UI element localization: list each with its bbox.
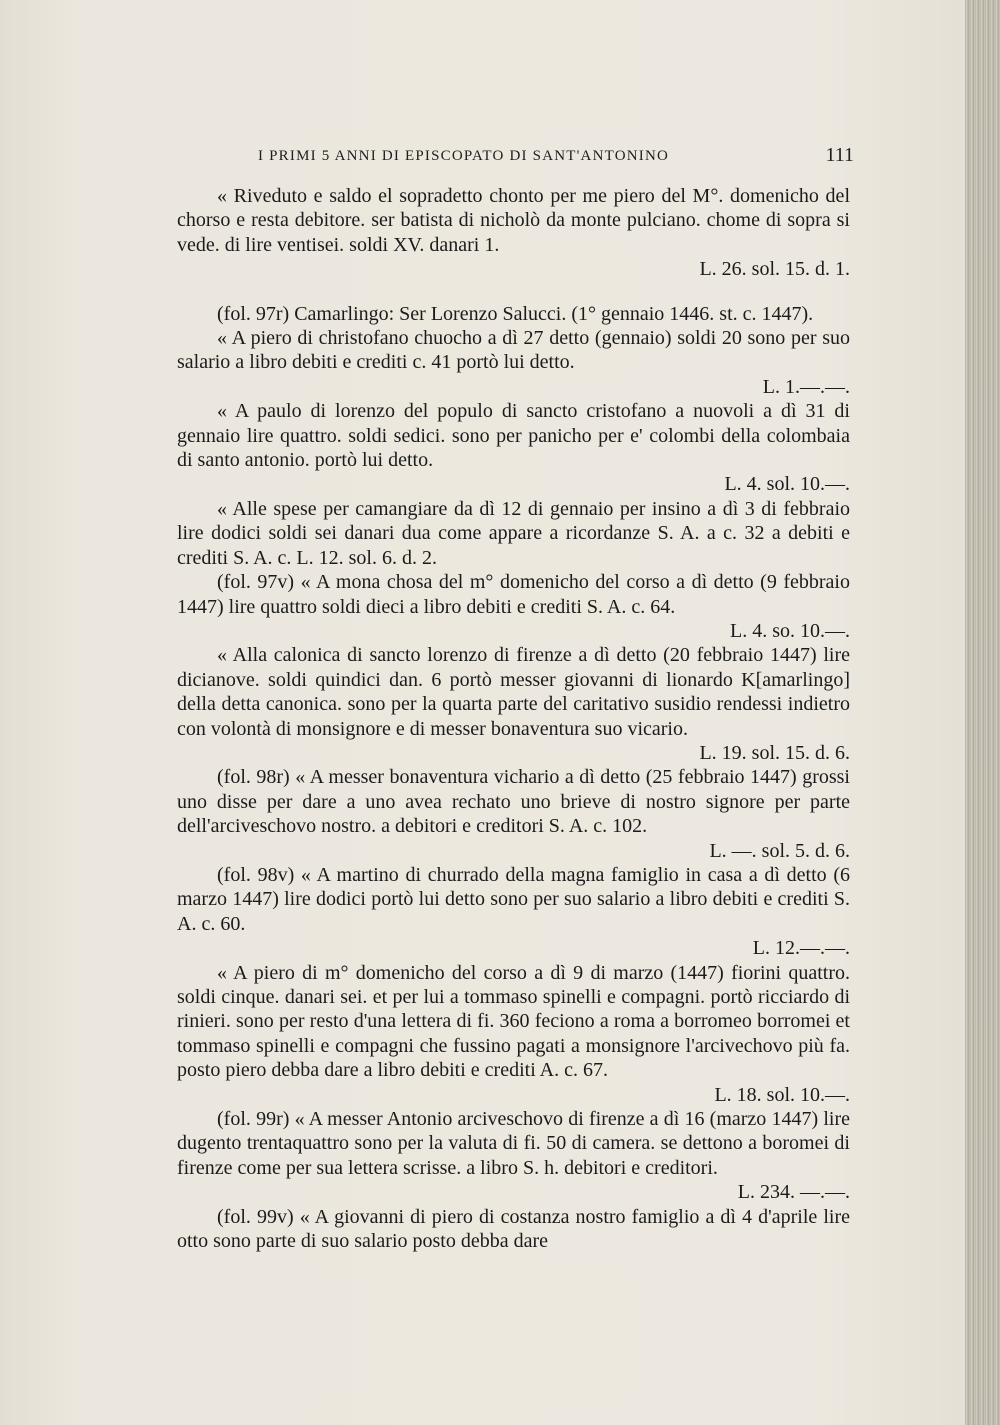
paragraph: [177, 863, 850, 961]
amount: L. 12.—.—.: [752, 937, 850, 960]
paragraph: [177, 765, 850, 863]
paragraph-text: (fol. 99v) « A giovanni di piero di costanza nostro famiglio a dì 4 d'aprile lire otto sono parte di suo salario posto debba dare: [177, 1205, 850, 1253]
paragraph-text: (fol. 98r) « A messer bonaventura vichario a dì detto (25 febbraio 1447) grossi uno disse per dare a uno avea rechato uno brieve di nostro signore per parte dell'arciveschovo nostro. a debitori e creditori S. A. c. 102.: [177, 766, 850, 838]
body-text: [177, 184, 850, 1253]
page-number: 111: [825, 144, 854, 166]
paragraph-text: (fol. 97r) Camarlingo: Ser Lorenzo Salucci. (1° gennaio 1446. st. c. 1447).: [217, 302, 814, 325]
paragraph-text: (fol. 99r) « A messer Antonio arciveschovo di firenze a dì 16 (marzo 1447) lire dugento trentaquattro sono per la valuta di fi. 50 di camera. se dettono a boromei di firenze come per sua lettera scrisse. a libro S. h. debitori e creditori.: [177, 1108, 850, 1179]
paragraph: [177, 570, 850, 643]
page-edges: [965, 0, 1000, 1425]
amount: L. 234. —.—.: [737, 1181, 850, 1204]
paragraph-text: (fol. 98v) « A martino di churrado della magna famiglio in casa a dì detto (6 marzo 1447) lire dodici portò lui detto sono per suo salario a libro debiti e crediti S. A. c. 60.: [177, 863, 850, 935]
amount: L. 4. sol. 10.—.: [724, 473, 850, 496]
amount: L. 19. sol. 15. d. 6.: [699, 741, 850, 764]
amount: L. —. sol. 5. d. 6.: [709, 839, 850, 862]
paragraph: [177, 643, 850, 765]
paragraph-text: « Riveduto e saldo el sopradetto chonto per me piero del M°. domenicho del chorso e resta debitore. ser batista di nicholò da monte pulciano. chome di sopra si vede. di lire ventisei. soldi XV. danari 1.: [177, 185, 850, 256]
paragraph-text: « Alle spese per camangiare da dì 12 di gennaio per insino a dì 3 di febbraio lire dodici soldi sei danari dua come appare a ricordanze S. A. a c. 32 a debiti e crediti S. A. c. L. 12. sol. 6. d. 2.: [177, 497, 850, 569]
header-title: I PRIMI 5 ANNI DI EPISCOPATO DI SANT'ANTONINO: [258, 148, 670, 164]
paragraph-text: « A piero di m° domenicho del corso a dì 9 di marzo (1447) fiorini quattro. soldi cinque. danari sei. et per lui a tommaso spinelli e compagni. portò ricciardo di rinieri. sono per resto d'una lettera di fi. 360 feciono a roma a borromeo borromei et tommaso spinelli e compagni che fussino pagati a monsignore l'arcivechovo più fa. posto piero debba dare a libro debiti e crediti A. c. 67.: [177, 961, 850, 1082]
paragraph-text: « A piero di christofano chuocho a dì 27 detto (gennaio) soldi 20 sono per suo salario a libro debiti e crediti c. 41 portò lui detto.: [177, 327, 850, 374]
paragraph: [177, 184, 850, 282]
paragraph: [177, 399, 850, 497]
paragraph-text: (fol. 97v) « A mona chosa del m° domenicho del corso a dì detto (9 febbraio 1447) lire quattro soldi dieci a libro debiti e crediti S. A. c. 64.: [177, 571, 850, 618]
paragraph-text: « Alla calonica di sancto lorenzo di firenze a dì detto (20 febbraio 1447) lire dicianove. soldi quindici dan. 6 portò messer giovanni di lionardo K[amarlingo] della detta canonica. sono per la quarta parte del caritativo susidio rendessi indietro con volontà di monsignore e di messer bonaventura suo vicario.: [177, 644, 850, 740]
paragraph: [177, 1107, 850, 1205]
paragraph: [177, 326, 850, 399]
running-header: [258, 144, 854, 168]
paragraph: [177, 961, 850, 1107]
amount: L. 4. so. 10.—.: [730, 619, 850, 642]
amount: L. 26. sol. 15. d. 1.: [699, 258, 850, 281]
paragraph-text: « A paulo di lorenzo del populo di sancto cristofano a nuovoli a dì 31 di gennaio lire quattro. soldi sedici. sono per panicho per e' colombi della colombaia di santo antonio. portò lui detto.: [177, 400, 850, 472]
amount: L. 1.—.—.: [762, 375, 850, 398]
paragraph: [177, 497, 850, 570]
paragraph: [177, 302, 850, 326]
amount: L. 18. sol. 10.—.: [714, 1083, 850, 1106]
paragraph: [177, 1205, 850, 1254]
